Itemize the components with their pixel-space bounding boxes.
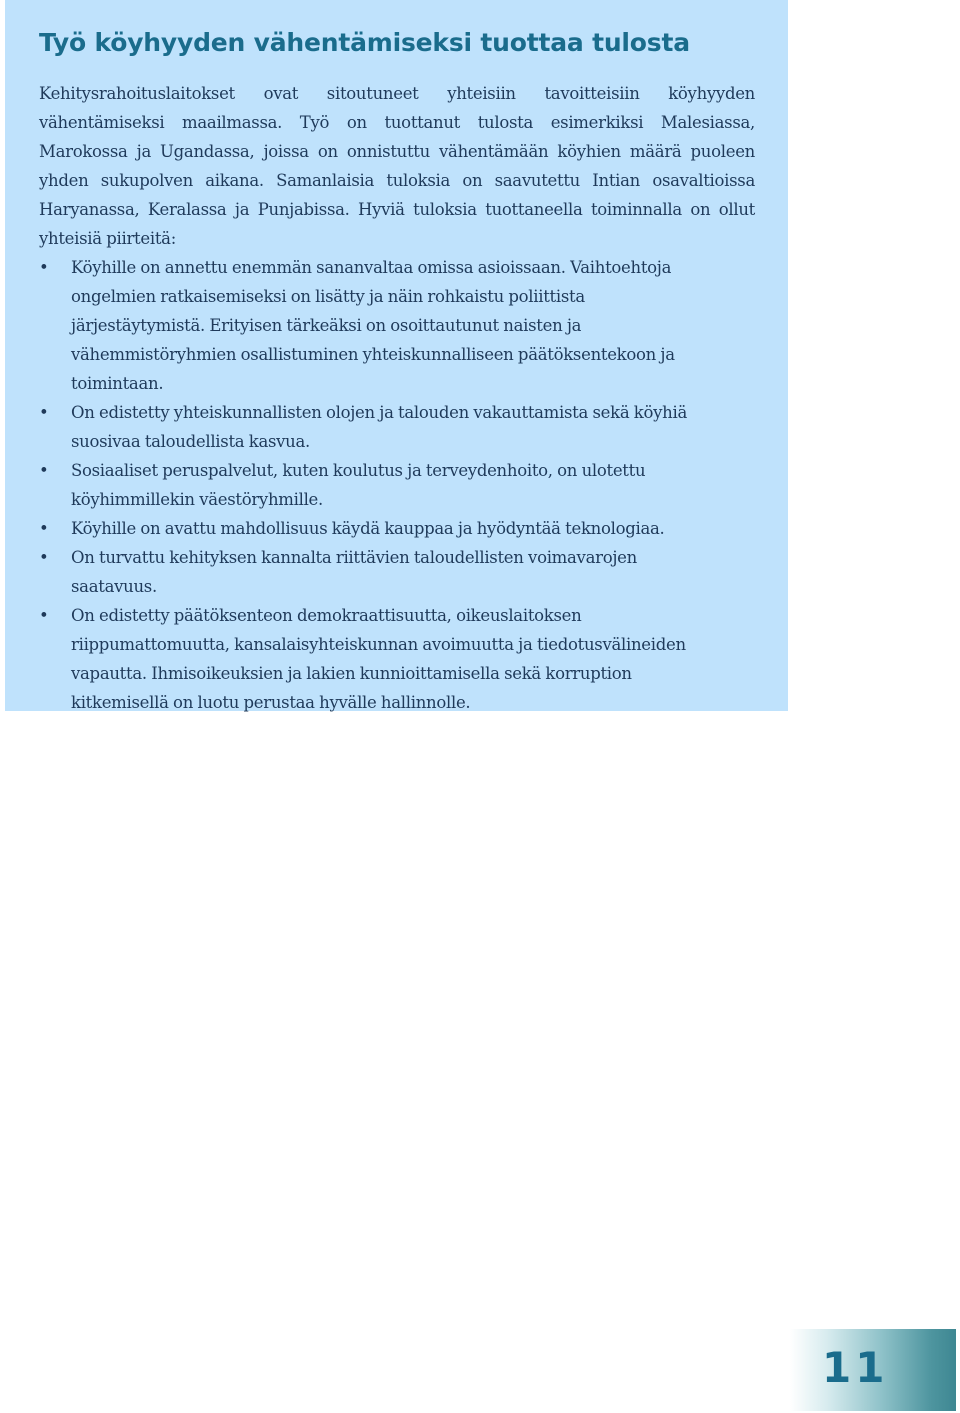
bullet-item — [39, 601, 716, 717]
bullet-icon: • — [39, 461, 49, 480]
bullet-icon: • — [39, 606, 49, 625]
bullet-icon: • — [39, 403, 49, 422]
bullet-text: On turvattu kehityksen kannalta riittävien taloudellisten voimavarojen saatavuus. — [71, 548, 637, 596]
bullet-text: Sosiaaliset peruspalvelut, kuten koulutus ja terveydenhoito, on ulotettu köyhimmillekin väestöryhmille. — [71, 461, 646, 509]
page-number: 11 — [822, 1343, 889, 1392]
bullet-item — [39, 253, 716, 398]
info-box — [5, 0, 788, 711]
bullet-text: On edistetty yhteiskunnallisten olojen ja talouden vakauttamista sekä köyhiä suosivaa taloudellista kasvua. — [71, 403, 687, 451]
bullet-item — [39, 543, 716, 601]
bullet-text: On edistetty päätöksenteon demokraattisuutta, oikeuslaitoksen riippumattomuutta, kansalaisyhteiskunnan avoimuutta ja tiedotusvälineiden vapautta. Ihmisoikeuksien ja lakien kunnioittamisella sekä korruption kitkemisellä on luotu perustaa hyvälle hallinnolle. — [71, 606, 686, 712]
bullet-text: Köyhille on annettu enemmän sananvaltaa omissa asioissaan. Vaihtoehtoja ongelmien ratkaisemiseksi on lisätty ja näin rohkaistu poliittista järjestäytymistä. Erityisen tärkeäksi on osoittautunut naisten ja vähemmistöryhmien osallistuminen yhteiskunnalliseen päätöksentekoon ja toimintaan. — [71, 258, 675, 393]
bullet-icon: • — [39, 519, 49, 538]
bullet-item — [39, 514, 716, 543]
bullet-text: Köyhille on avattu mahdollisuus käydä kauppaa ja hyödyntää teknologiaa. — [71, 519, 665, 538]
bullet-icon: • — [39, 258, 49, 277]
bullet-list — [39, 253, 755, 717]
bullet-item — [39, 398, 716, 456]
intro-paragraph: Kehitysrahoituslaitokset ovat sitoutuneet yhteisiin tavoitteisiin köyhyyden vähentämiseksi maailmassa. Työ on tuottanut tulosta esimerkiksi Malesiassa, Marokossa ja Ugandassa, joissa on onnistuttu vähentämään köyhien määrä puoleen yhden sukupolven aikana. Samanlaisia tuloksia on saavutettu Intian osavaltioissa Haryanassa, Keralassa ja Punjabissa. Hyviä tuloksia tuottaneella toiminnalla on ollut yhteisiä piirteitä: — [39, 84, 755, 248]
bullet-item — [39, 456, 716, 514]
bullet-icon: • — [39, 548, 49, 567]
article-title: Työ köyhyyden vähentämiseksi tuottaa tulosta — [39, 28, 690, 57]
